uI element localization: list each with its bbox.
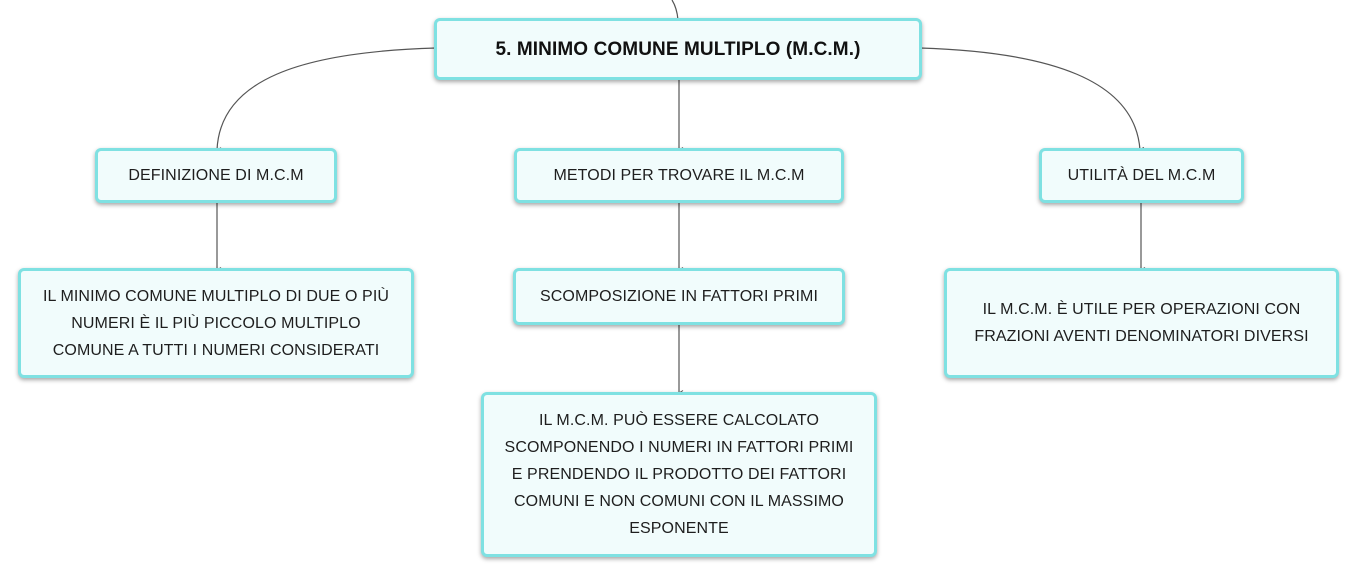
connector-root-to-utilita: [920, 48, 1140, 150]
root-node[interactable]: [434, 18, 922, 80]
branch-node-label: UTILITÀ DEL M.C.M: [1067, 167, 1216, 184]
leaf-node-label: IL MINIMO COMUNE MULTIPLO DI DUE O PIÙ NUMERI È IL PIÙ PICCOLO MULTIPLO COMUNE A TUTTI I NUMERI CONSIDERATI: [42, 287, 390, 359]
leaf-node-scomposizione[interactable]: [513, 268, 845, 325]
leaf-node-utilita-desc[interactable]: [944, 268, 1339, 378]
leaf-node-label: IL M.C.M. PUÒ ESSERE CALCOLATO SCOMPONENDO I NUMERI IN FATTORI PRIMI E PRENDENDO IL PRODOTTO DEI FATTORI COMUNI E NON COMUNI CON IL MASSIMO ESPONENTE: [504, 412, 854, 537]
leaf-node-label: IL M.C.M. È UTILE PER OPERAZIONI CON FRAZIONI AVENTI DENOMINATORI DIVERSI: [974, 301, 1309, 345]
branch-node-label: DEFINIZIONE DI M.C.M: [128, 167, 304, 184]
connector-root-to-definizione: [217, 48, 436, 150]
connector-parent-to-root: [672, 0, 678, 20]
leaf-node-definizione-desc[interactable]: [18, 268, 414, 378]
branch-node-definizione[interactable]: [95, 148, 337, 203]
root-node-label: 5. MINIMO COMUNE MULTIPLO (M.C.M.): [495, 38, 861, 60]
leaf-node-metodi-desc[interactable]: [481, 392, 877, 557]
branch-node-metodi[interactable]: [514, 148, 844, 203]
leaf-node-label: SCOMPOSIZIONE IN FATTORI PRIMI: [540, 288, 818, 305]
branch-node-utilita[interactable]: [1039, 148, 1244, 203]
branch-node-label: METODI PER TROVARE IL M.C.M: [553, 167, 805, 184]
